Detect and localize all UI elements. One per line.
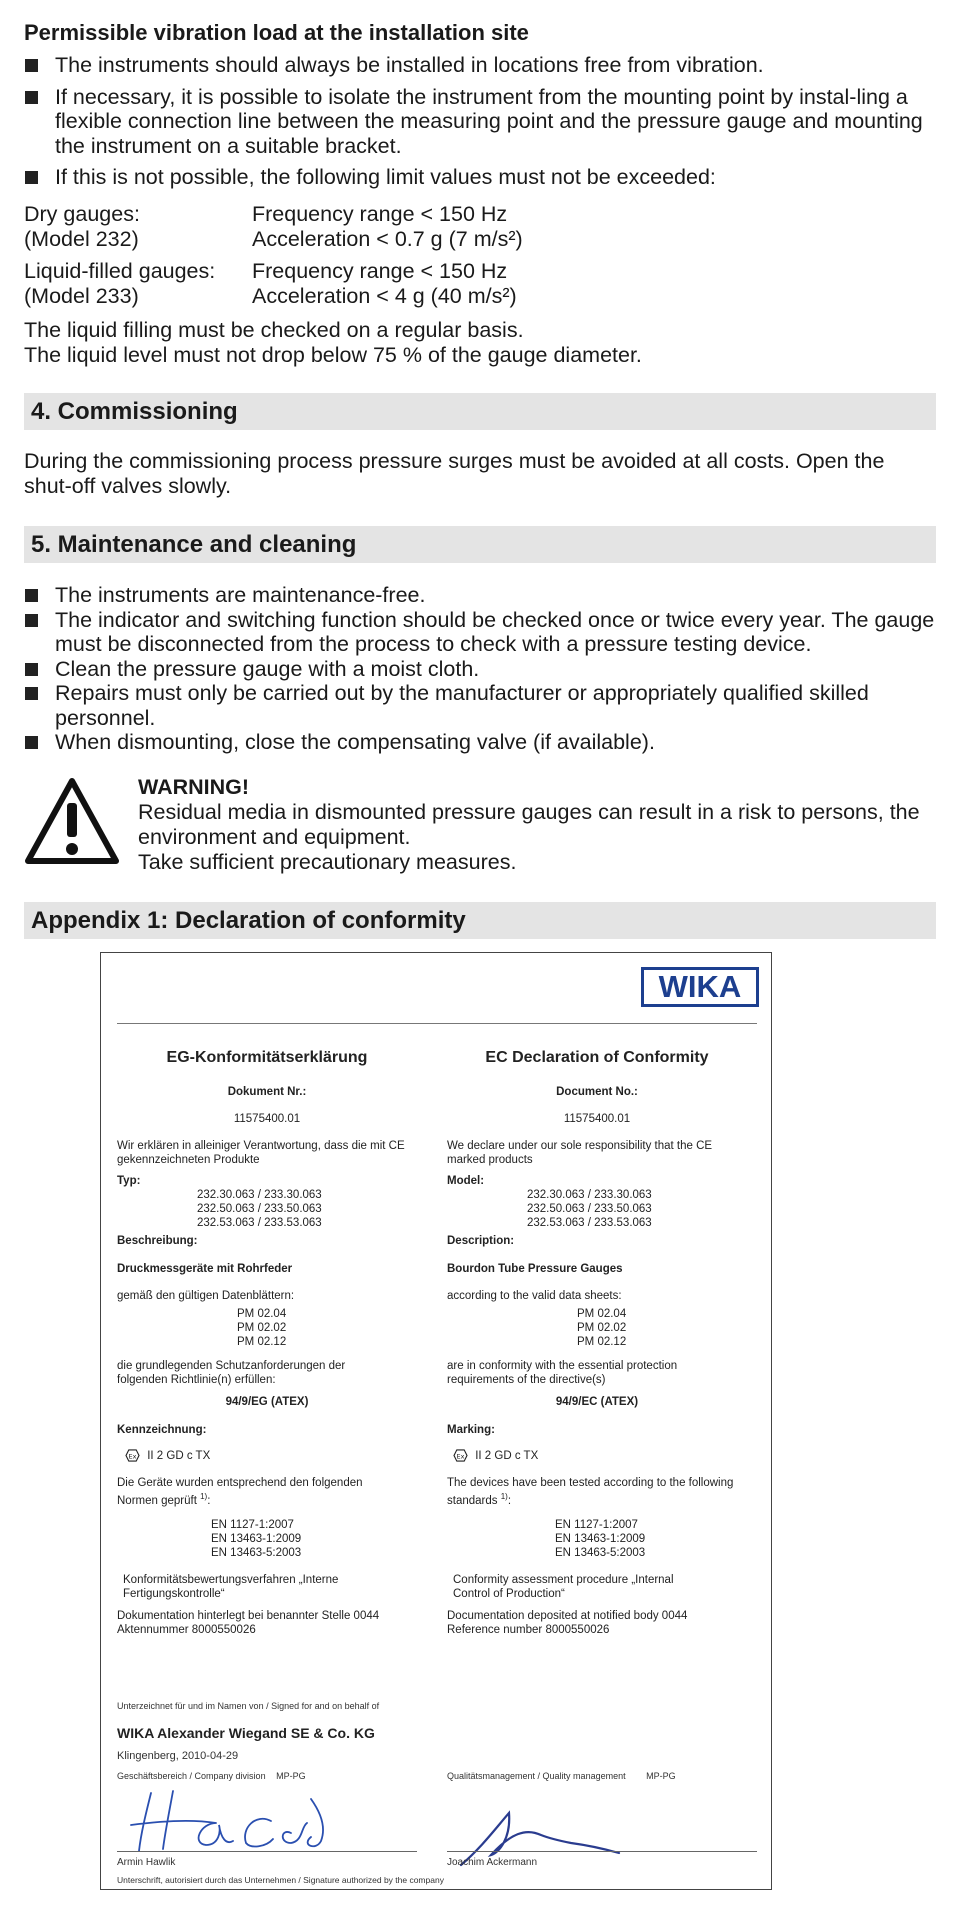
declaration-text: Wir erklären in alleiniger Verantwortung, dass die mit CE gekennzeichneten Produkte bbox=[117, 1140, 405, 1166]
list-item: When dismounting, close the compensating valve (if available). bbox=[24, 730, 936, 755]
svg-text:Ex: Ex bbox=[128, 1452, 137, 1461]
tested-text: The devices have been tested according to the following standards $^{1)}$: bbox=[447, 1477, 734, 1507]
marking-label: Kennzeichnung: bbox=[117, 1424, 207, 1436]
english-title: EC Declaration of Conformity bbox=[485, 1049, 709, 1066]
ex-hexagon-icon bbox=[125, 1449, 140, 1462]
deposited-text: Documentation deposited at notified body 0044 Reference number 8000550026 bbox=[447, 1610, 688, 1636]
tested-sentence: The devices have been tested according to the following standards bbox=[447, 1477, 734, 1507]
type-label: Typ: bbox=[117, 1175, 141, 1187]
place-date: Klingenberg, 2010-04-29 bbox=[117, 1750, 239, 1762]
model-line: 232.53.063 / 233.53.063 bbox=[197, 1217, 322, 1229]
liquid-label: Liquid-filled gauges: bbox=[24, 259, 216, 283]
description-value: Druckmessgeräte mit Rohrfeder bbox=[117, 1263, 293, 1275]
dry-acceleration: Acceleration < 0.7 g (7 m/s²) bbox=[252, 227, 523, 251]
list-item: Clean the pressure gauge with a moist cloth. bbox=[24, 657, 936, 682]
signature-line-left bbox=[117, 1851, 417, 1852]
marking-value: II 2 GD c TX bbox=[147, 1450, 211, 1462]
dry-model: (Model 232) bbox=[24, 227, 139, 251]
liquid-frequency: Frequency range < 150 Hz bbox=[252, 259, 508, 283]
marking-value-row bbox=[125, 1449, 210, 1463]
signature-line-right bbox=[447, 1851, 757, 1852]
description-label: Beschreibung: bbox=[117, 1235, 198, 1247]
declaration-text: We declare under our sole responsibility that the CE marked products bbox=[447, 1140, 713, 1166]
datasheet-line: PM 02.04 bbox=[237, 1308, 287, 1320]
list-item: If necessary, it is possible to isolate the instrument from the mounting point by instal-ling a flexible connection line between the measuring point and the pressure gauge and mounting the instrument on a suitable bracket. bbox=[24, 85, 936, 159]
vibration-bullet-list bbox=[24, 53, 936, 197]
quality-value: MP-PG bbox=[646, 1771, 676, 1781]
directive: 94/9/EG (ATEX) bbox=[225, 1396, 309, 1408]
standard-line: EN 13463-1:2009 bbox=[211, 1533, 302, 1545]
commissioning-heading: 4. Commissioning bbox=[24, 393, 936, 430]
liquid-acceleration: Acceleration < 4 g (40 m/s²) bbox=[252, 284, 517, 308]
appendix-heading: Appendix 1: Declaration of conformity bbox=[24, 902, 936, 939]
standard-line: EN 13463-5:2003 bbox=[555, 1547, 646, 1559]
warning-line: Take sufficient precautionary measures. bbox=[138, 850, 517, 874]
liquid-note bbox=[24, 318, 642, 368]
liquid-note-line: The liquid filling must be checked on a regular basis. bbox=[24, 318, 524, 342]
model-line: 232.50.063 / 233.50.063 bbox=[527, 1203, 652, 1215]
marking-value: II 2 GD c TX bbox=[475, 1450, 539, 1462]
signature-note: Unterschrift, autorisiert durch das Unternehmen / Signature authorized by the company bbox=[117, 1875, 444, 1885]
dry-frequency: Frequency range < 150 Hz bbox=[252, 202, 508, 226]
liquid-model: (Model 233) bbox=[24, 284, 139, 308]
conformity-text: are in conformity with the essential protection requirements of the directive(s) bbox=[447, 1360, 678, 1386]
datasheets-intro: according to the valid data sheets: bbox=[447, 1290, 622, 1302]
datasheet-line: PM 02.02 bbox=[237, 1322, 287, 1334]
model-line: 232.53.063 / 233.53.063 bbox=[527, 1217, 652, 1229]
list-item: Repairs must only be carried out by the manufacturer or appropriately qualified skilled personnel. bbox=[24, 681, 936, 730]
dry-label: Dry gauges: bbox=[24, 202, 140, 226]
quality-row bbox=[447, 1771, 676, 1781]
liquid-note-line: The liquid level must not drop below 75 % of the gauge diameter. bbox=[24, 343, 642, 367]
type-label: Model: bbox=[447, 1175, 485, 1187]
company-name: WIKA Alexander Wiegand SE & Co. KG bbox=[117, 1725, 375, 1741]
divider bbox=[117, 1023, 757, 1024]
description-value: Bourdon Tube Pressure Gauges bbox=[447, 1263, 623, 1275]
german-title: EG-Konformitätserklärung bbox=[166, 1049, 368, 1066]
signer-right-name: Joachim Ackermann bbox=[447, 1857, 538, 1868]
datasheet-line: PM 02.12 bbox=[577, 1336, 627, 1348]
footnote-text: Conformity assessment procedure „Internal Control of Production“ bbox=[453, 1574, 674, 1600]
maintenance-heading: 5. Maintenance and cleaning bbox=[24, 526, 936, 563]
datasheet-line: PM 02.04 bbox=[577, 1308, 627, 1320]
standard-line: EN 13463-5:2003 bbox=[211, 1547, 302, 1559]
model-line: 232.50.063 / 233.50.063 bbox=[197, 1203, 322, 1215]
warning-line: Residual media in dismounted pressure gauges can result in a risk to persons, the environment and equipment. bbox=[138, 800, 920, 849]
tested-sentence: Die Geräte wurden entsprechend den folgenden Normen geprüft bbox=[117, 1477, 363, 1507]
division-value: MP-PG bbox=[276, 1771, 306, 1781]
list-item: The instruments should always be installed in locations free from vibration. bbox=[24, 53, 936, 78]
quality-label: Qualitätsmanagement / Quality management bbox=[447, 1771, 626, 1781]
document-number: 11575400.01 bbox=[563, 1113, 631, 1125]
description-label: Description: bbox=[447, 1235, 515, 1247]
wika-logo: WIKA bbox=[641, 967, 759, 1007]
footnote-mark: 1) bbox=[500, 1492, 508, 1501]
datasheet-line: PM 02.12 bbox=[237, 1336, 287, 1348]
vibration-heading: Permissible vibration load at the installation site bbox=[24, 20, 529, 45]
document-label: Dokument Nr.: bbox=[227, 1086, 307, 1098]
marking-label: Marking: bbox=[447, 1424, 495, 1436]
signed-for-text: Unterzeichnet für und im Namen von / Signed for and on behalf of bbox=[117, 1701, 380, 1711]
standard-line: EN 1127-1:2007 bbox=[211, 1519, 294, 1531]
warning-block bbox=[24, 775, 936, 875]
list-item: If this is not possible, the following limit values must not be exceeded: bbox=[24, 165, 936, 190]
standard-line: EN 13463-1:2009 bbox=[555, 1533, 646, 1545]
deposited-text: Dokumentation hinterlegt bei benannter Stelle 0044 Aktennummer 8000550026 bbox=[117, 1610, 380, 1636]
declaration-certificate bbox=[100, 952, 772, 1890]
tested-text: Die Geräte wurden entsprechend den folgenden Normen geprüft $^{1)}$: bbox=[117, 1477, 363, 1507]
directive: 94/9/EC (ATEX) bbox=[555, 1396, 639, 1408]
document-number: 11575400.01 bbox=[233, 1113, 301, 1125]
warning-text bbox=[138, 775, 936, 875]
document-label: Document No.: bbox=[556, 1086, 638, 1098]
marking-value-row bbox=[453, 1449, 538, 1463]
datasheets-intro: gemäß den gültigen Datenblättern: bbox=[117, 1290, 295, 1302]
model-line: 232.30.063 / 233.30.063 bbox=[527, 1189, 652, 1201]
svg-text:Ex: Ex bbox=[456, 1452, 465, 1461]
signer-left-name: Armin Hawlik bbox=[117, 1857, 176, 1868]
division-label: Geschäftsbereich / Company division bbox=[117, 1771, 266, 1781]
conformity-text: die grundlegenden Schutzanforderungen der folgenden Richtlinie(n) erfüllen: bbox=[117, 1360, 346, 1386]
footnote-mark: 1) bbox=[200, 1492, 208, 1501]
signature-left bbox=[121, 1783, 341, 1858]
division-row bbox=[117, 1771, 306, 1781]
maintenance-bullet-list bbox=[24, 583, 936, 755]
footnote-text: Konformitätsbewertungsverfahren „Interne Fertigungskontrolle“ bbox=[123, 1574, 339, 1600]
list-item: The indicator and switching function should be checked once or twice every year. The gauge must be disconnected from the process to check with a pressure testing device. bbox=[24, 608, 936, 657]
commissioning-text: During the commissioning process pressure surges must be avoided at all costs. Open the shut-off valves slowly. bbox=[24, 449, 885, 498]
model-line: 232.30.063 / 233.30.063 bbox=[197, 1189, 322, 1201]
list-item: The instruments are maintenance-free. bbox=[24, 583, 936, 608]
standard-line: EN 1127-1:2007 bbox=[555, 1519, 638, 1531]
warning-triangle-icon bbox=[24, 777, 120, 865]
ex-hexagon-icon bbox=[453, 1449, 468, 1462]
warning-title: WARNING! bbox=[138, 775, 250, 799]
datasheet-line: PM 02.02 bbox=[577, 1322, 627, 1334]
